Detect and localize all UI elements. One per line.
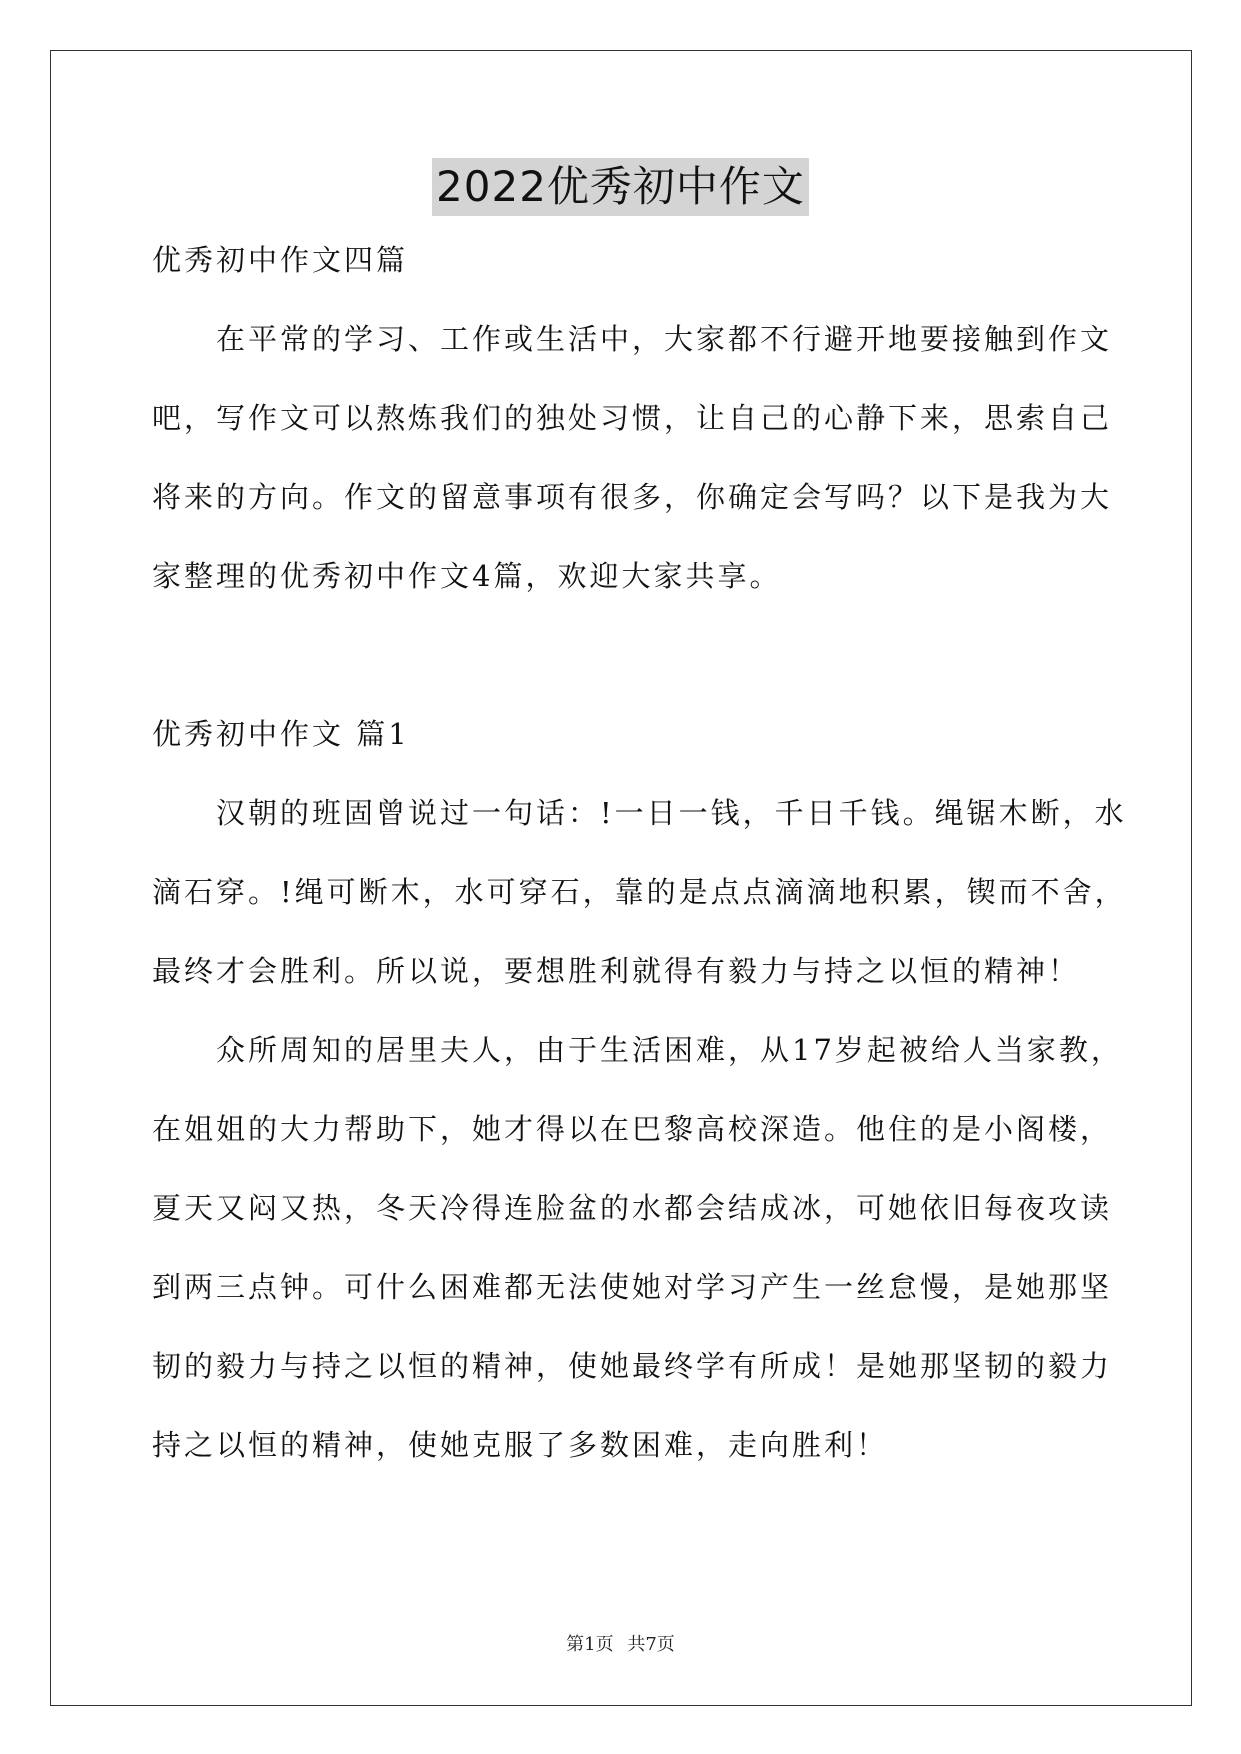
paragraph-line: 在姐姐的大力帮助下，她才得以在巴黎高校深造。他住的是小阁楼， [152, 1112, 1113, 1146]
paragraph-line: 到两三点钟。可什么困难都无法使她对学习产生一丝怠慢，是她那坚 [152, 1270, 1113, 1304]
current-page-label: 第1页 [566, 1634, 614, 1655]
paragraph-line: 汉朝的班固曾说过一句话：!一日一钱，千日千钱。绳锯木断，水 [216, 796, 1127, 830]
paragraph-line: 最终才会胜利。所以说，要想胜利就得有毅力与持之以恒的精神！ [152, 954, 1081, 988]
spacer [152, 635, 1092, 714]
paragraph-line: 将来的方向。作文的留意事项有很多，你确定会写吗？以下是我为大 [152, 480, 1113, 514]
document-title: 2022优秀初中作文 [432, 158, 809, 216]
paragraph-line: 家整理的优秀初中作文4篇，欢迎大家共享。 [152, 559, 782, 593]
paragraph-line: 夏天又闷又热，冬天冷得连脸盆的水都会结成冰，可她依旧每夜攻读 [152, 1191, 1113, 1225]
title-container [0, 158, 1241, 216]
paragraph-line: 持之以恒的精神，使她克服了多数困难，走向胜利！ [152, 1428, 889, 1462]
paragraph-line: 滴石穿。!绳可断木，水可穿石，靠的是点点滴滴地积累，锲而不舍， [152, 875, 1127, 909]
page-footer [0, 1630, 1241, 1656]
paragraph-line: 吧，写作文可以熬炼我们的独处习惯，让自己的心静下来，思索自己 [152, 401, 1113, 435]
document-body [152, 240, 1127, 1504]
section-heading: 优秀初中作文 篇1 [152, 717, 410, 751]
total-pages-label: 共7页 [627, 1634, 675, 1655]
paragraph-line: 韧的毅力与持之以恒的精神，使她最终学有所成！是她那坚韧的毅力 [152, 1349, 1113, 1383]
paragraph-line: 众所周知的居里夫人，由于生活困难，从17岁起被给人当家教， [216, 1033, 1123, 1067]
paragraph-line: 在平常的学习、工作或生活中，大家都不行避开地要接触到作文 [216, 322, 1113, 356]
section-heading: 优秀初中作文四篇 [152, 243, 409, 277]
